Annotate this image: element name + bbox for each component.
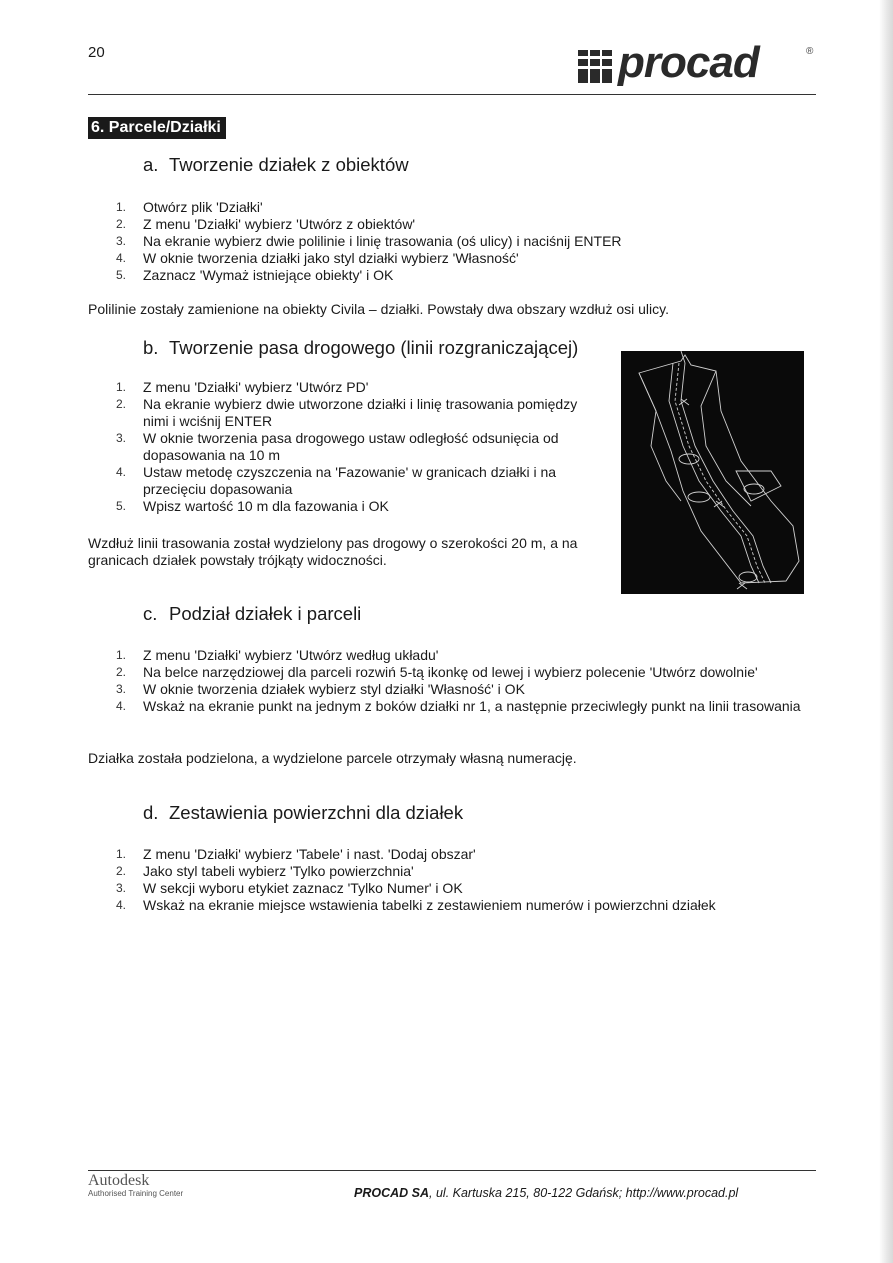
list-item: 4. Ustaw metodę czyszczenia na 'Fazowanie' w granicach działki i na przecięciu dopasowania <box>116 464 557 497</box>
footer-company: PROCAD SA <box>354 1186 430 1200</box>
subsection-title: Tworzenie działek z obiektów <box>169 154 409 175</box>
subsection-b-heading <box>143 337 578 359</box>
subsection-title: Podział działek i parceli <box>169 603 362 624</box>
paragraph-b: Wzdłuż linii trasowania został wydzielony pas drogowy o szerokości 20 m, a na granicach działek powstały trójkąty widoczności. <box>88 535 578 568</box>
list-item: 1. Z menu 'Działki' wybierz 'Tabele' i nast. 'Dodaj obszar' <box>116 846 476 862</box>
list-item: 4. Wskaż na ekranie miejsce wstawienia tabelki z zestawieniem numerów i powierzchni działek <box>116 897 716 913</box>
subsection-title: Zestawienia powierzchni dla działek <box>169 802 464 823</box>
list-item: 1. Z menu 'Działki' wybierz 'Utwórz PD' <box>116 379 369 395</box>
steps-list-c <box>88 647 818 715</box>
list-item: 3. W oknie tworzenia działek wybierz styl działki 'Własność' i OK <box>116 681 525 697</box>
logo-text: procad <box>618 38 759 87</box>
subsection-d-heading <box>143 802 463 824</box>
paragraph-c: Działka została podzielona, a wydzielone parcele otrzymały własną numerację. <box>88 750 577 766</box>
list-item: 1. Z menu 'Działki' wybierz 'Utwórz według układu' <box>116 647 439 663</box>
list-item: 3. Na ekranie wybierz dwie polilinie i linię trasowania (oś ulicy) i naciśnij ENTER <box>116 233 622 249</box>
page-number: 20 <box>88 44 105 61</box>
footer-address <box>354 1186 738 1200</box>
list-item: 2. Jako styl tabeli wybierz 'Tylko powierzchnia' <box>116 863 414 879</box>
list-item: 5. Zaznacz 'Wymaż istniejące obiekty' i OK <box>116 267 394 283</box>
procad-logo-mark-icon <box>576 50 616 84</box>
footer-address-text: , ul. Kartuska 215, 80-122 Gdańsk; http://www.procad.pl <box>429 1186 739 1200</box>
list-item: 5. Wpisz wartość 10 m dla fazowania i OK <box>116 498 389 514</box>
steps-list-d <box>88 846 808 914</box>
page-edge-shadow <box>879 0 893 1263</box>
paragraph-a: Polilinie zostały zamienione na obiekty Civila – działki. Powstały dwa obszary wzdłuż osi ulicy. <box>88 301 669 317</box>
subsection-letter: d. <box>143 802 159 823</box>
procad-logo <box>576 38 826 94</box>
list-item: 3. W oknie tworzenia pasa drogowego ustaw odległość odsunięcia od dopasowania na 10 m <box>116 430 559 463</box>
logo-registered-mark: ® <box>806 46 814 57</box>
subsection-a-heading <box>143 154 409 176</box>
road-parcel-drawing <box>621 351 804 594</box>
list-item: 2. Na belce narzędziowej dla parceli rozwiń 5-tą ikonkę od lewej i wybierz polecenie 'Utwórz dowolnie' <box>116 664 758 680</box>
steps-list-a <box>88 199 788 284</box>
footer-rule <box>88 1170 816 1171</box>
subsection-letter: c. <box>143 603 158 624</box>
autodesk-logo: Autodesk <box>88 1172 150 1189</box>
list-item: 4. Wskaż na ekranie punkt na jednym z boków działki nr 1, a następnie przeciwległy punkt na linii trasowania <box>116 698 801 714</box>
subsection-letter: b. <box>143 337 159 358</box>
section-title: 6. Parcele/Działki <box>88 117 226 139</box>
steps-list-b <box>88 379 598 515</box>
list-item: 3. W sekcji wyboru etykiet zaznacz 'Tylko Numer' i OK <box>116 880 463 896</box>
subsection-letter: a. <box>143 154 159 175</box>
header-rule <box>88 94 816 95</box>
list-item: 2. Z menu 'Działki' wybierz 'Utwórz z obiektów' <box>116 216 416 232</box>
subsection-title: Tworzenie pasa drogowego (linii rozgraniczającej) <box>169 337 579 358</box>
autodesk-atc-label: Authorised Training Center <box>88 1189 184 1198</box>
subsection-c-heading <box>143 603 361 625</box>
list-item: 2. Na ekranie wybierz dwie utworzone działki i linię trasowania pomiędzy nimi i wciśnij ENTER <box>116 396 578 429</box>
list-item: 1. Otwórz plik 'Działki' <box>116 199 263 215</box>
road-parcel-drawing-icon <box>621 351 804 594</box>
list-item: 4. W oknie tworzenia działki jako styl działki wybierz 'Własność' <box>116 250 519 266</box>
